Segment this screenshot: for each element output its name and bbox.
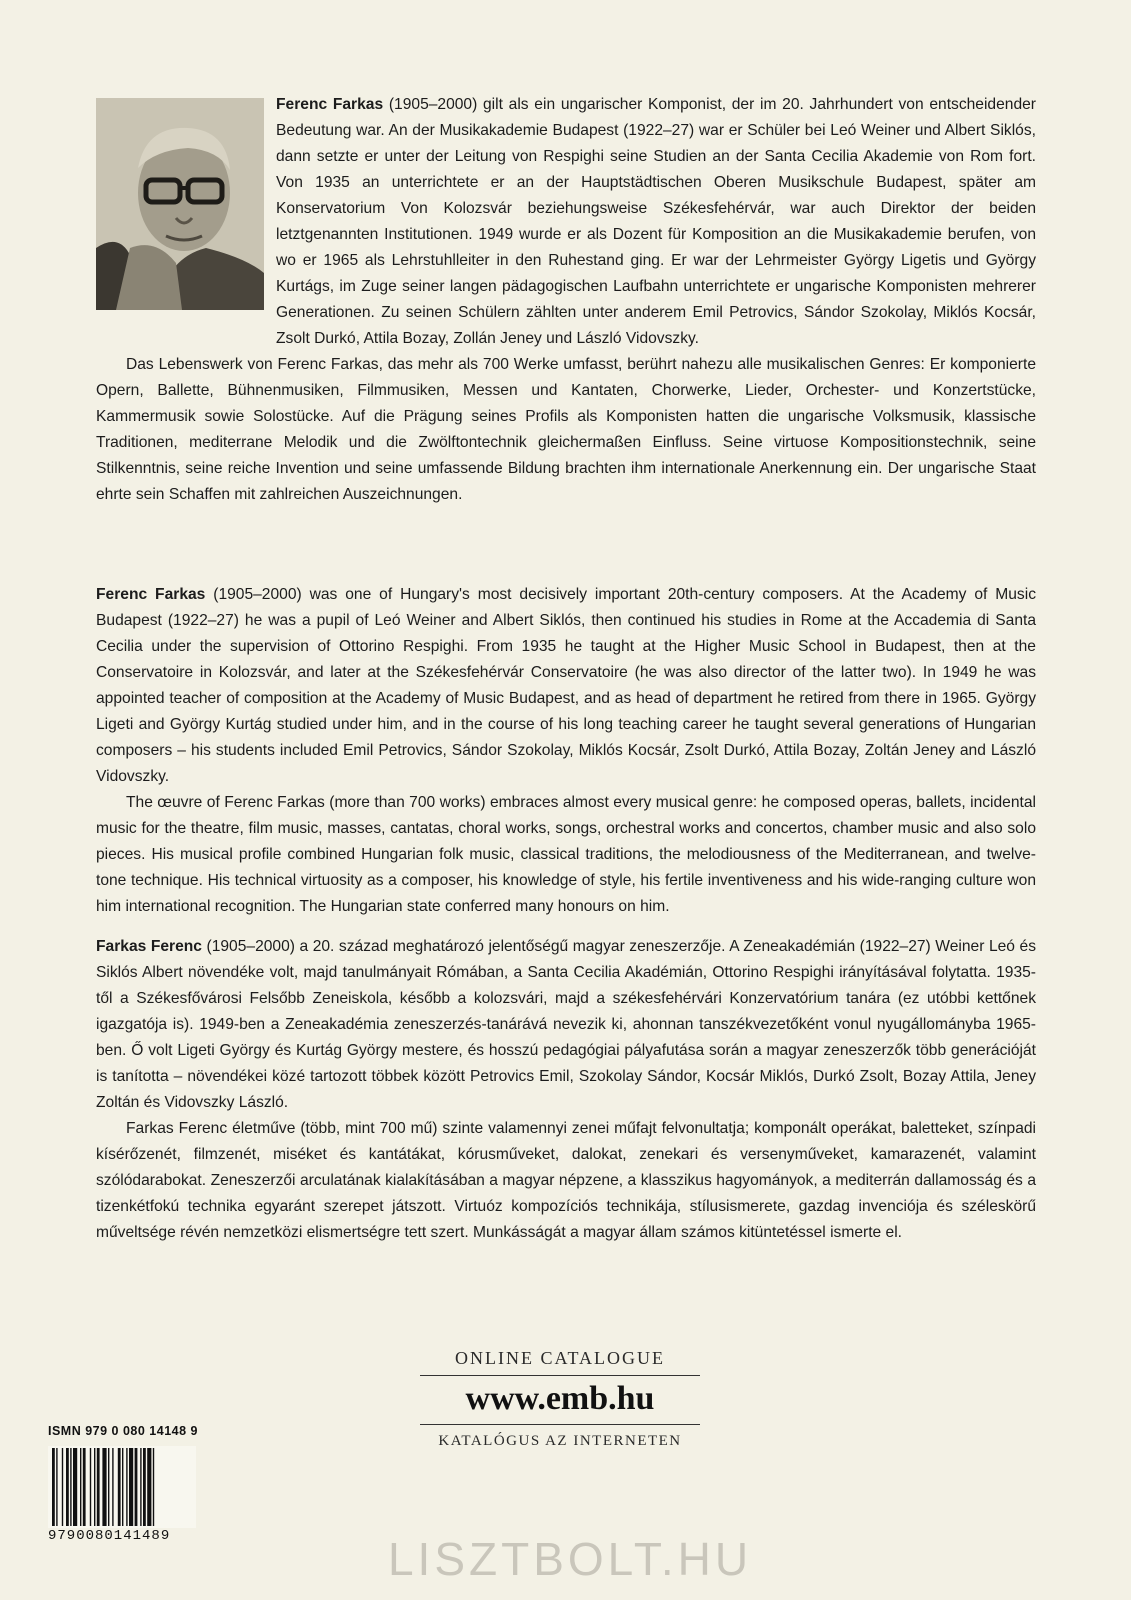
catalogue-heading: ONLINE CATALOGUE: [454, 1348, 666, 1368]
biography-german: [96, 92, 1036, 508]
composer-name-de: Ferenc Farkas: [276, 96, 384, 113]
barcode-number: 9790080141489: [48, 1528, 171, 1544]
online-catalogue: [420, 1348, 700, 1450]
biography-hungarian: [96, 934, 1036, 1246]
biography-english: [96, 582, 1036, 920]
bio-de-text-1: (1905–2000) gilt als ein ungarischer Komponist, der im 20. Jahrhundert von entscheidender Bedeutung war. An der Musikakademie Budapest (1922–27) war er Schüler bei Leó Weiner und Albert Siklós, dann setzte er unter der Leitung von Respighi seine Studien an der Santa Cecilia Akademie von Rom fort. Von 1935 an unterrichtete er an der Hauptstädtischen Oberen Musikschule Budapest, später am Konservatorium Von Kolozsvár beziehungsweise Székesfehérvár, war auch Direktor der beiden letztgenannten Institutionen. 1949 wurde er als Dozent für Komposition an die Musikakademie berufen, von wo er 1965 als Lehrstuhlleiter in den Ruhestand ging. Er war der Lehrmeister György Ligetis und György Kurtágs, im Zuge seiner langen pädagogischen Laufbahn unterrichtete er ungarische Komponisten mehrerer Generationen. Zu seinen Schülern zählten unter anderem Emil Petrovics, Sándor Szokolay, Miklós Kocsár, Zsolt Durkó, Attila Bozay, Zollán Jeney und László Vidovszky.: [276, 96, 1036, 347]
ismn-label: ISMN 979 0 080 14148 9: [48, 1424, 198, 1438]
bio-hu-text-1: (1905–2000) a 20. század meghatározó jelentőségű magyar zeneszerzője. A Zeneakadémián (1922–27) Weiner Leó és Siklós Albert növendéke volt, majd tanulmányait Rómában, a Santa Cecilia Akadémián, Ottorino Respighi irányításával folytatta. 1935-től a Székesfővárosi Felsőbb Zeneiskola, később a kolozsvári, majd a székesfehérvári Konzervatórium tanára (ez utóbbi kettőnek igazgatója is). 1949-ben a Zeneakadémia zeneszerzés-tanárává nevezik ki, ahonnan tanszékvezetőként vonul nyugállományba 1965-ben. Ő volt Ligeti György és Kurtág György mestere, és hosszú pedagógiai pályafutása során a magyar zeneszerzők több generációját is tanította – növendékei közé tartozott többek között Petrovics Emil, Szokolay Sándor, Kocsár Miklós, Durkó Zsolt, Bozay Attila, Jeney Zoltán és Vidovszky László.: [96, 938, 1036, 1111]
bio-hu-paragraph-1: [96, 934, 1036, 1116]
bio-de-paragraph-1: [276, 92, 1036, 352]
bio-en-paragraph-1: [96, 582, 1036, 790]
catalogue-subheading: KATALÓGUS AZ INTERNETEN: [438, 1433, 682, 1449]
bio-de-paragraph-2: Das Lebenswerk von Ferenc Farkas, das mehr als 700 Werke umfasst, berührt nahezu alle musikalischen Genres: Er komponierte Opern, Ballette, Bühnenmusiken, Filmmusiken, Messen und Kantaten, Chorwerke, Lieder, Orchester- und Konzertstücke, Kammermusik sowie Solostücke. Auf die Prägung seines Profils als Komponisten hatten die ungarische Volksmusik, klassische Traditionen, mediterrane Melodik und die Zwölftontechnik gleichermaßen Einfluss. Seine virtuose Kompositionstechnik, seine Stilkenntnis, seine reiche Invention und seine umfassende Bildung brachten ihm internationale Anerkennung ein. Der ungarische Staat ehrte sein Schaffen mit zahlreichen Auszeichnungen.: [96, 356, 1036, 503]
composer-name-hu: Farkas Ferenc: [96, 938, 202, 955]
barcode-icon: [48, 1446, 196, 1528]
bio-en-paragraph-2: The œuvre of Ferenc Farkas (more than 700 works) embraces almost every musical genre: he composed operas, ballets, incidental music for the theatre, film music, masses, cantatas, choral works, songs, orchestral works and concertos, chamber music and also solo pieces. His musical profile combined Hungarian folk music, classical traditions, the melodiousness of the Mediterranean, and twelve-tone technique. His technical virtuosity as a composer, his knowledge of style, his fertile inventiveness and his wide-ranging culture won him international recognition. The Hungarian state conferred many honours on him.: [96, 794, 1036, 915]
bio-en-text-1: (1905–2000) was one of Hungary's most decisively important 20th-century composers. At the Academy of Music Budapest (1922–27) he was a pupil of Leó Weiner and Albert Siklós, then continued his studies in Rome at the Accademia di Santa Cecilia under the supervision of Ottorino Respighi. From 1935 he taught at the Higher Music School in Budapest, then at the Conservatoire in Kolozsvár, and later at the Székesfehérvár Conservatoire (he was also director of the latter two). In 1949 he was appointed teacher of composition at the Academy of Music Budapest, and as head of department he retired from there in 1965. György Ligeti and György Kurtág studied under him, and in the course of his long teaching career he taught several generations of Hungarian composers – his students included Emil Petrovics, Sándor Szokolay, Miklós Kocsár, Zsolt Durkó, Attila Bozay, Zoltán Jeney and László Vidovszky.: [96, 586, 1036, 785]
catalogue-url[interactable]: www.emb.hu: [420, 1375, 700, 1425]
bio-hu-paragraph-2: Farkas Ferenc életműve (több, mint 700 mű) szinte valamennyi zenei műfajt felvonultatja; komponált operákat, baletteket, színpadi kísérőzenét, filmzenét, miséket és kantátákat, kórusműveket, dalokat, zenekari és versenyműveket, kamarazenét, valamint szólódarabokat. Zeneszerzői arculatának kialakításában a magyar népzene, a klasszikus hagyományok, a mediterrán dallamosság és a tizenkétfokú technika egyaránt szerepet játszott. Virtuóz kompozíciós technikája, stílusismerete, gazdag invenciója és széleskörű műveltsége révén nemzetközi elismertségre tett szert. Munkásságát a magyar állam számos kitüntetéssel ismerte el.: [96, 1120, 1036, 1241]
watermark: LISZTBOLT.HU: [387, 1533, 753, 1585]
composer-name-en: Ferenc Farkas: [96, 586, 206, 603]
